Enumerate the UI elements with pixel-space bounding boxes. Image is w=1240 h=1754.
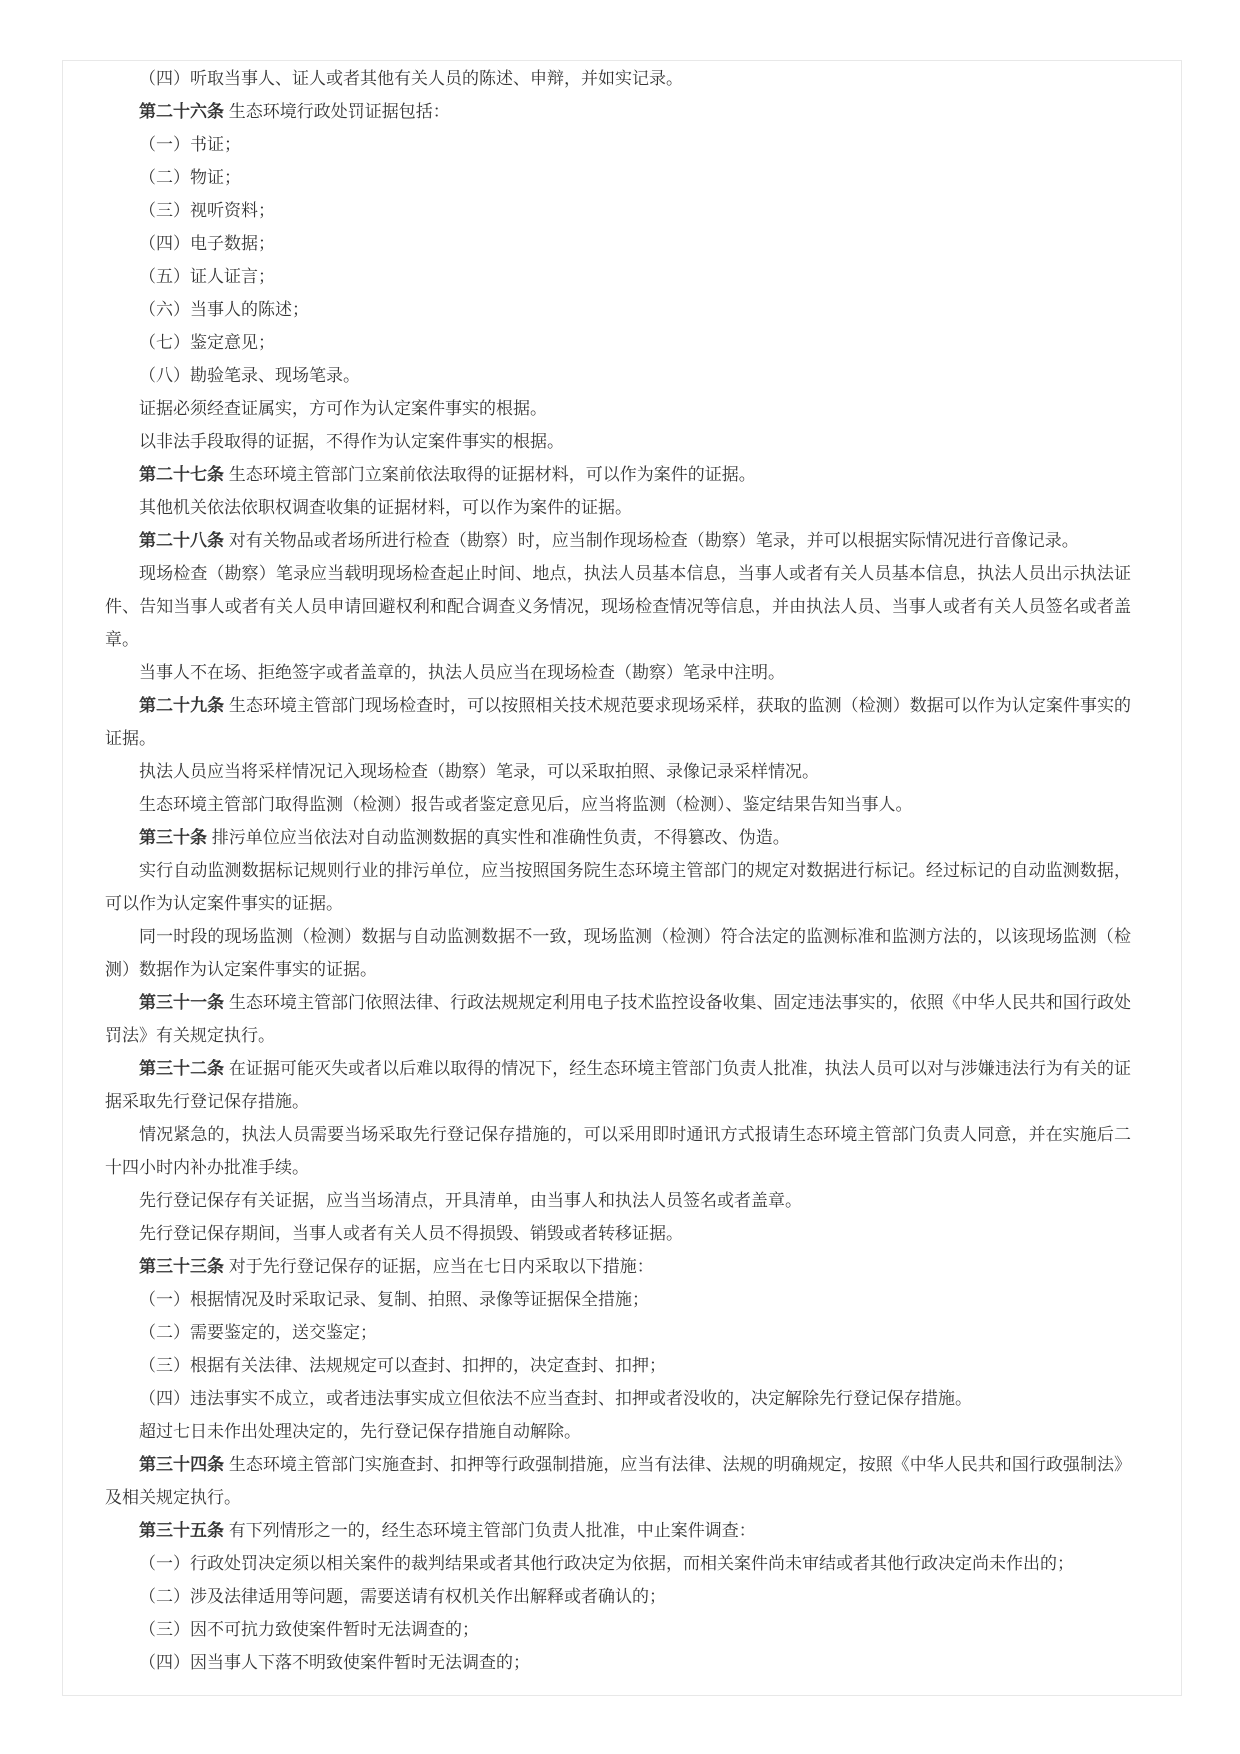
article-paragraph: 第三十一条 生态环境主管部门依照法律、行政法规规定利用电子技术监控设备收集、固定违法事实的，依照《中华人民共和国行政处罚法》有关规定执行。 — [105, 993, 1131, 1045]
paragraph: 先行登记保存有关证据，应当当场清点，开具清单，由当事人和执法人员签名或者盖章。 — [139, 1191, 802, 1210]
paragraph: （四）电子数据； — [139, 234, 275, 253]
paragraph: （四）违法事实不成立，或者违法事实成立但依法不应当查封、扣押或者没收的，决定解除先行登记保存措施。 — [139, 1389, 972, 1408]
paragraph: （六）当事人的陈述； — [139, 300, 309, 319]
paragraph: 执法人员应当将采样情况记入现场检查（勘察）笔录，可以采取拍照、录像记录采样情况。 — [139, 762, 819, 781]
document-body — [63, 61, 1181, 1696]
paragraph: （一）书证； — [139, 135, 241, 154]
paragraph: （七）鉴定意见； — [139, 333, 275, 352]
paragraph: （三）根据有关法律、法规规定可以查封、扣押的，决定查封、扣押； — [139, 1356, 666, 1375]
article-number: 第二十七条 — [139, 465, 224, 484]
paragraph: 实行自动监测数据标记规则行业的排污单位，应当按照国务院生态环境主管部门的规定对数据进行标记。经过标记的自动监测数据，可以作为认定案件事实的证据。 — [105, 861, 1131, 913]
paragraph: （二）需要鉴定的，送交鉴定； — [139, 1323, 377, 1342]
paragraph: 先行登记保存期间，当事人或者有关人员不得损毁、销毁或者转移证据。 — [139, 1224, 683, 1243]
article-paragraph: 第三十五条 有下列情形之一的，经生态环境主管部门负责人批准，中止案件调查： — [139, 1521, 756, 1540]
paragraph: （四）听取当事人、证人或者其他有关人员的陈述、申辩，并如实记录。 — [139, 69, 683, 88]
article-paragraph: 第二十八条 对有关物品或者场所进行检查（勘察）时，应当制作现场检查（勘察）笔录，并可以根据实际情况进行音像记录。 — [139, 531, 1079, 550]
paragraph: 情况紧急的，执法人员需要当场采取先行登记保存措施的，可以采用即时通讯方式报请生态环境主管部门负责人同意，并在实施后二十四小时内补办批准手续。 — [105, 1125, 1131, 1177]
article-paragraph: 第二十七条 生态环境主管部门立案前依法取得的证据材料，可以作为案件的证据。 — [139, 465, 756, 484]
paragraph: 当事人不在场、拒绝签字或者盖章的，执法人员应当在现场检查（勘察）笔录中注明。 — [139, 663, 785, 682]
article-number: 第三十条 — [139, 828, 207, 847]
article-paragraph: 第三十二条 在证据可能灭失或者以后难以取得的情况下，经生态环境主管部门负责人批准，执法人员可以对与涉嫌违法行为有关的证据采取先行登记保存措施。 — [105, 1059, 1131, 1111]
article-number: 第三十一条 — [139, 993, 225, 1012]
paragraph: （三）视听资料； — [139, 201, 275, 220]
article-paragraph: 第二十六条 生态环境行政处罚证据包括： — [139, 102, 450, 121]
paragraph: 生态环境主管部门取得监测（检测）报告或者鉴定意见后，应当将监测（检测）、鉴定结果告知当事人。 — [139, 795, 913, 814]
paragraph: 同一时段的现场监测（检测）数据与自动监测数据不一致，现场监测（检测）符合法定的监测标准和监测方法的，以该现场监测（检测）数据作为认定案件事实的证据。 — [105, 927, 1131, 979]
paragraph: （四）因当事人下落不明致使案件暂时无法调查的； — [139, 1653, 530, 1672]
article-paragraph: 第三十四条 生态环境主管部门实施查封、扣押等行政强制措施，应当有法律、法规的明确规定，按照《中华人民共和国行政强制法》及相关规定执行。 — [105, 1455, 1131, 1507]
paragraph: 以非法手段取得的证据，不得作为认定案件事实的根据。 — [139, 432, 564, 451]
paragraph: 超过七日未作出处理决定的，先行登记保存措施自动解除。 — [139, 1422, 581, 1441]
article-number: 第三十四条 — [139, 1455, 225, 1474]
paragraph: 证据必须经查证属实，方可作为认定案件事实的根据。 — [139, 399, 547, 418]
article-number: 第三十三条 — [139, 1257, 224, 1276]
paragraph: （二）涉及法律适用等问题，需要送请有权机关作出解释或者确认的； — [139, 1587, 666, 1606]
paragraph: （三）因不可抗力致使案件暂时无法调查的； — [139, 1620, 479, 1639]
paragraph: （一）行政处罚决定须以相关案件的裁判结果或者其他行政决定为依据，而相关案件尚未审结或者其他行政决定尚未作出的； — [139, 1554, 1074, 1573]
article-number: 第三十五条 — [139, 1521, 224, 1540]
article-paragraph: 第三十条 排污单位应当依法对自动监测数据的真实性和准确性负责，不得篡改、伪造。 — [139, 828, 790, 847]
article-paragraph: 第二十九条 生态环境主管部门现场检查时，可以按照相关技术规范要求现场采样，获取的监测（检测）数据可以作为认定案件事实的证据。 — [105, 696, 1131, 748]
paragraph: 其他机关依法依职权调查收集的证据材料，可以作为案件的证据。 — [139, 498, 632, 517]
paragraph: （一）根据情况及时采取记录、复制、拍照、录像等证据保全措施； — [139, 1290, 649, 1309]
paragraph: （五）证人证言； — [139, 267, 275, 286]
article-number: 第三十二条 — [139, 1059, 225, 1078]
article-number: 第二十六条 — [139, 102, 224, 121]
article-paragraph: 第三十三条 对于先行登记保存的证据，应当在七日内采取以下措施： — [139, 1257, 654, 1276]
document-page — [62, 60, 1182, 1696]
article-number: 第二十八条 — [139, 531, 224, 550]
article-number: 第二十九条 — [139, 696, 225, 715]
paragraph: （二）物证； — [139, 168, 241, 187]
paragraph: （八）勘验笔录、现场笔录。 — [139, 366, 360, 385]
paragraph: 现场检查（勘察）笔录应当载明现场检查起止时间、地点，执法人员基本信息，当事人或者有关人员基本信息，执法人员出示执法证件、告知当事人或者有关人员申请回避权利和配合调查义务情况，现场检查情况等信息，并由执法人员、当事人或者有关人员签名或者盖章。 — [105, 564, 1131, 649]
